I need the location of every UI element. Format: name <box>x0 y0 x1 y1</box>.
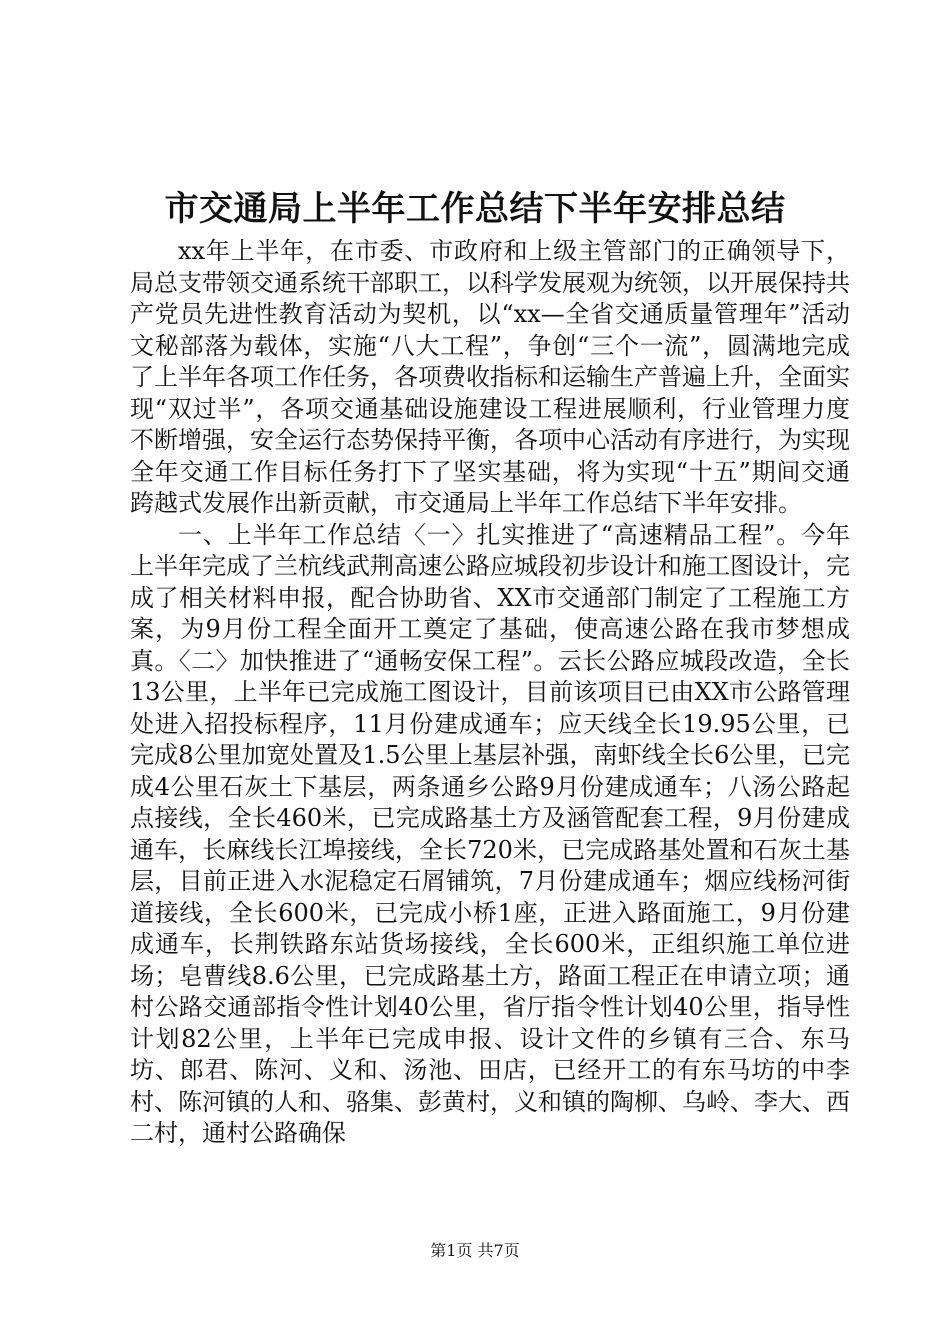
paragraph-summary: 一、上半年工作总结〈一〉扎实推进了“高速精品工程”。今年上半年完成了兰杭线武荆高速公路应城段初步设计和施工图设计，完成了相关材料申报，配合协助省、XX市交通部门制定了工程施工方案，为9月份工程全面开工奠定了基础，使高速公路在我市梦想成真。〈二〉加快推进了“通畅安保工程”。云长公路应城段改造，全长13公里，上半年已完成施工图设计，目前该项目已由XX市公路管理处进入招投标程序，11月份建成通车；应天线全长19.95公里，已完成8公里加宽处置及1.5公里上基层补强，南虾线全长6公里，已完成4公里石灰土下基层，两条通乡公路9月份建成通车；八汤公路起点接线，全长460米，已完成路基土方及涵管配套工程，9月份建成通车，长麻线长江埠接线，全长720米，已完成路基处置和石灰土基层，目前正进入水泥稳定石屑铺筑，7月份建成通车；烟应线杨河街道接线，全长600米，已完成小桥1座，正进入路面施工，9月份建成通车，长荆铁路东站货场接线，全长600米，正组织施工单位进场；皂曹线8.6公里，已完成路基土方，路面工程正在申请立项；通村公路交通部指令性计划40公里，省厅指令性计划40公里，指导性计划82公里，上半年已完成申报、设计文件的乡镇有三合、东马坊、郎君、陈河、义和、汤池、田店，已经开工的有东马坊的中李村、陈河镇的人和、骆集、彭黄村，义和镇的陶柳、乌岭、李大、西二村，通村公路确保 <box>130 520 850 1147</box>
page-footer: 第1页 共7页 <box>430 1241 520 1260</box>
document-title: 市交通局上半年工作总结下半年安排总结 <box>164 189 786 229</box>
document-body <box>130 236 850 1150</box>
paragraph-intro: xx年上半年，在市委、市政府和上级主管部门的正确领导下，局总支带领交通系统干部职工，以科学发展观为统领，以开展保持共产党员先进性教育活动为契机，以“xx—全省交通质量管理年”活动文秘部落为载体，实施“八大工程”，争创“三个一流”，圆满地完成了上半年各项工作任务，各项费收指标和运输生产普遍上升，全面实现“双过半”，各项交通基础设施建设工程进展顺利，行业管理力度不断增强，安全运行态势保持平衡，各项中心活动有序进行，为实现全年交通工作目标任务打下了坚实基础，将为实现“十五”期间交通跨越式发展作出新贡献，市交通局上半年工作总结下半年安排。 <box>130 237 850 517</box>
